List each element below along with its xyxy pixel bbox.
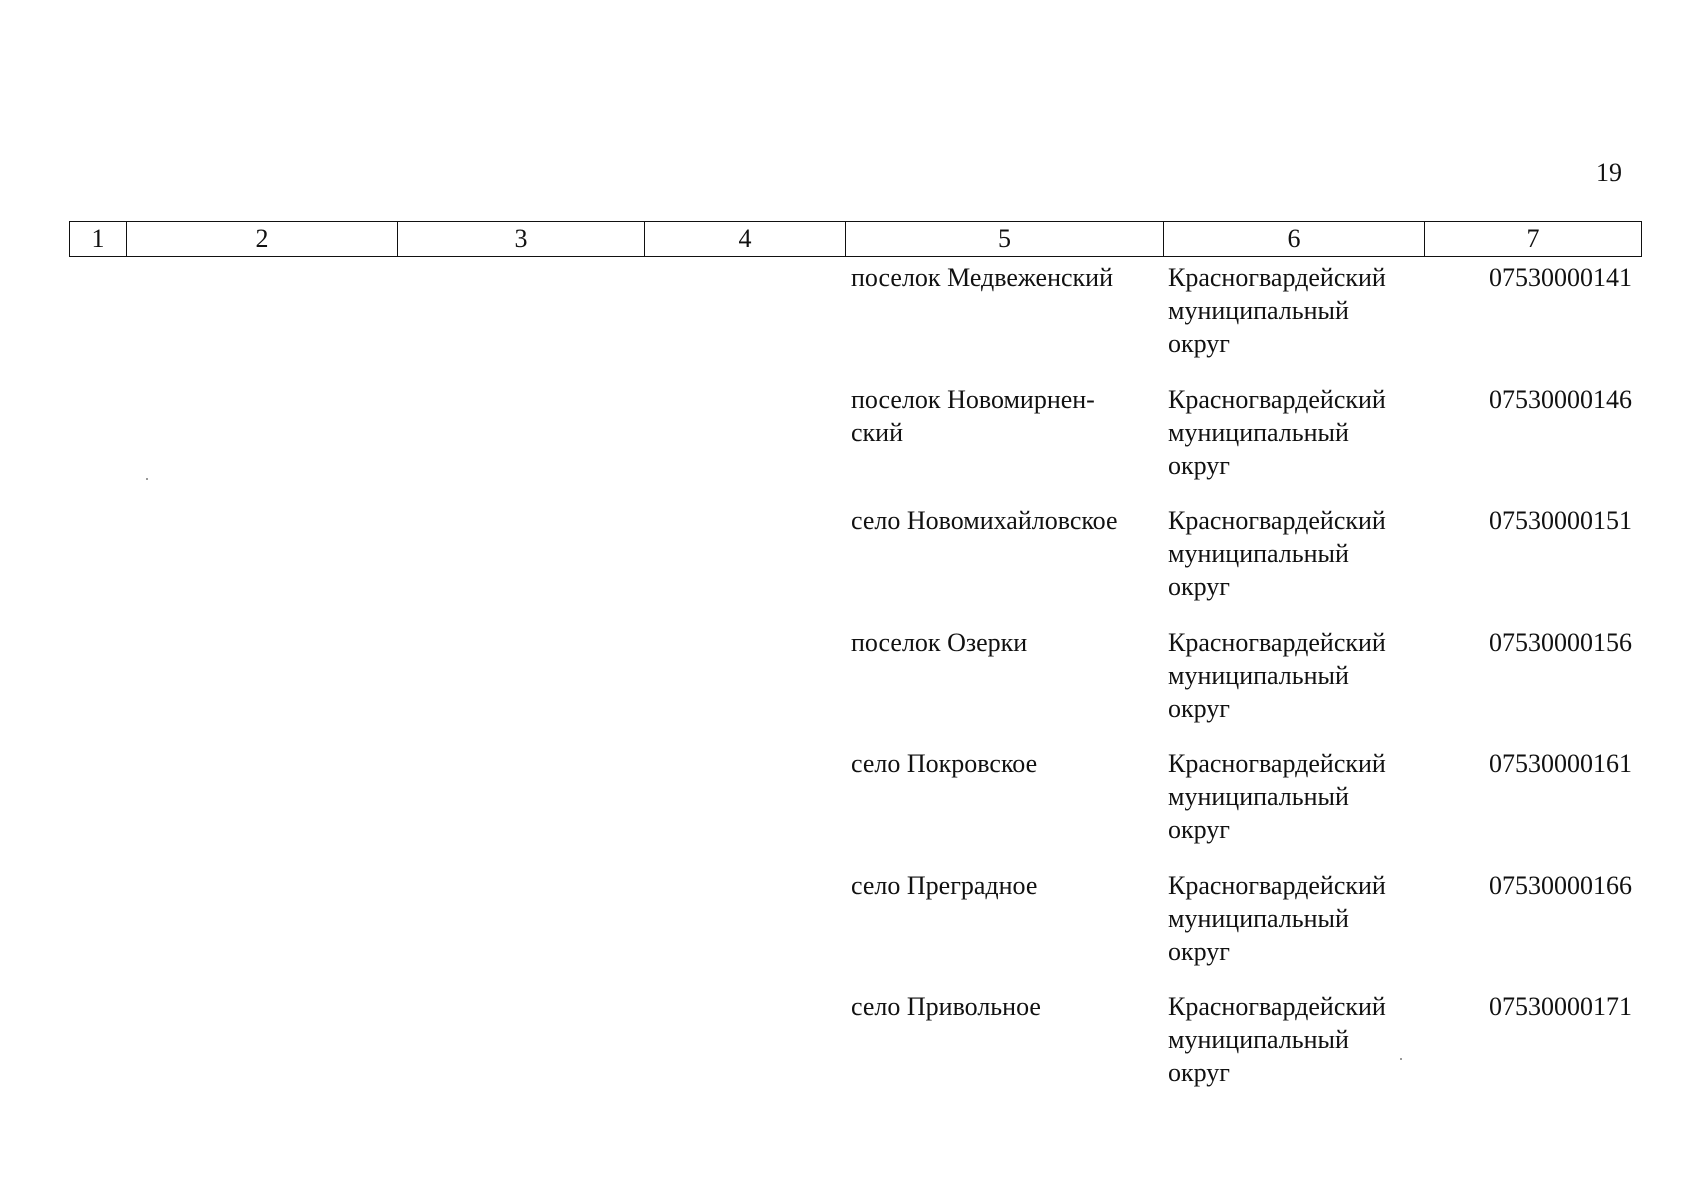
oktmo-code: 07530000146 <box>1489 384 1632 414</box>
page-number: 19 <box>1596 158 1622 187</box>
oktmo-code: 07530000151 <box>1489 506 1632 535</box>
oktmo-code: 07530000156 <box>1489 627 1632 657</box>
settlement-name: село Покровское <box>851 749 1038 778</box>
oktmo-code: 07530000161 <box>1489 749 1632 778</box>
header-cell-1: 1 <box>70 222 127 257</box>
table-row <box>0 623 1693 745</box>
scan-speck <box>1400 1058 1402 1060</box>
oktmo-code: 07530000171 <box>1489 992 1632 1021</box>
scan-speck <box>146 478 148 480</box>
municipal-district: Красногвардейский муниципальный округ <box>1168 870 1386 966</box>
oktmo-code: 07530000166 <box>1489 870 1632 900</box>
oktmo-code: 07530000141 <box>1489 263 1632 292</box>
table-row <box>0 987 1693 1109</box>
municipal-district: Красногвардейский муниципальный округ <box>1168 384 1386 480</box>
header-cell-5: 5 <box>846 222 1164 257</box>
table-row <box>0 501 1693 623</box>
municipal-district: Красногвардейский муниципальный округ <box>1168 627 1386 723</box>
header-row <box>70 222 1642 257</box>
header-cell-4: 4 <box>645 222 846 257</box>
settlement-name: село Преградное <box>851 870 1038 900</box>
header-cell-2: 2 <box>127 222 398 257</box>
header-cell-7: 7 <box>1425 222 1642 257</box>
settlement-name: село Привольное <box>851 992 1041 1021</box>
settlement-name: поселок Новомирнен- ский <box>851 384 1095 447</box>
header-cell-6: 6 <box>1164 222 1425 257</box>
municipal-district: Красногвардейский муниципальный округ <box>1168 992 1386 1087</box>
table-row <box>0 380 1693 502</box>
settlement-list <box>0 258 1693 1109</box>
column-number-header <box>69 221 1642 257</box>
settlement-name: село Новомихайловское <box>851 506 1118 535</box>
table-row <box>0 744 1693 866</box>
table-row <box>0 258 1693 380</box>
settlement-name: поселок Медвеженский <box>851 263 1114 292</box>
header-cell-3: 3 <box>398 222 645 257</box>
table-row <box>0 866 1693 988</box>
settlement-name: поселок Озерки <box>851 627 1028 657</box>
municipal-district: Красногвардейский муниципальный округ <box>1168 749 1386 844</box>
municipal-district: Красногвардейский муниципальный округ <box>1168 263 1386 358</box>
municipal-district: Красногвардейский муниципальный округ <box>1168 506 1386 601</box>
